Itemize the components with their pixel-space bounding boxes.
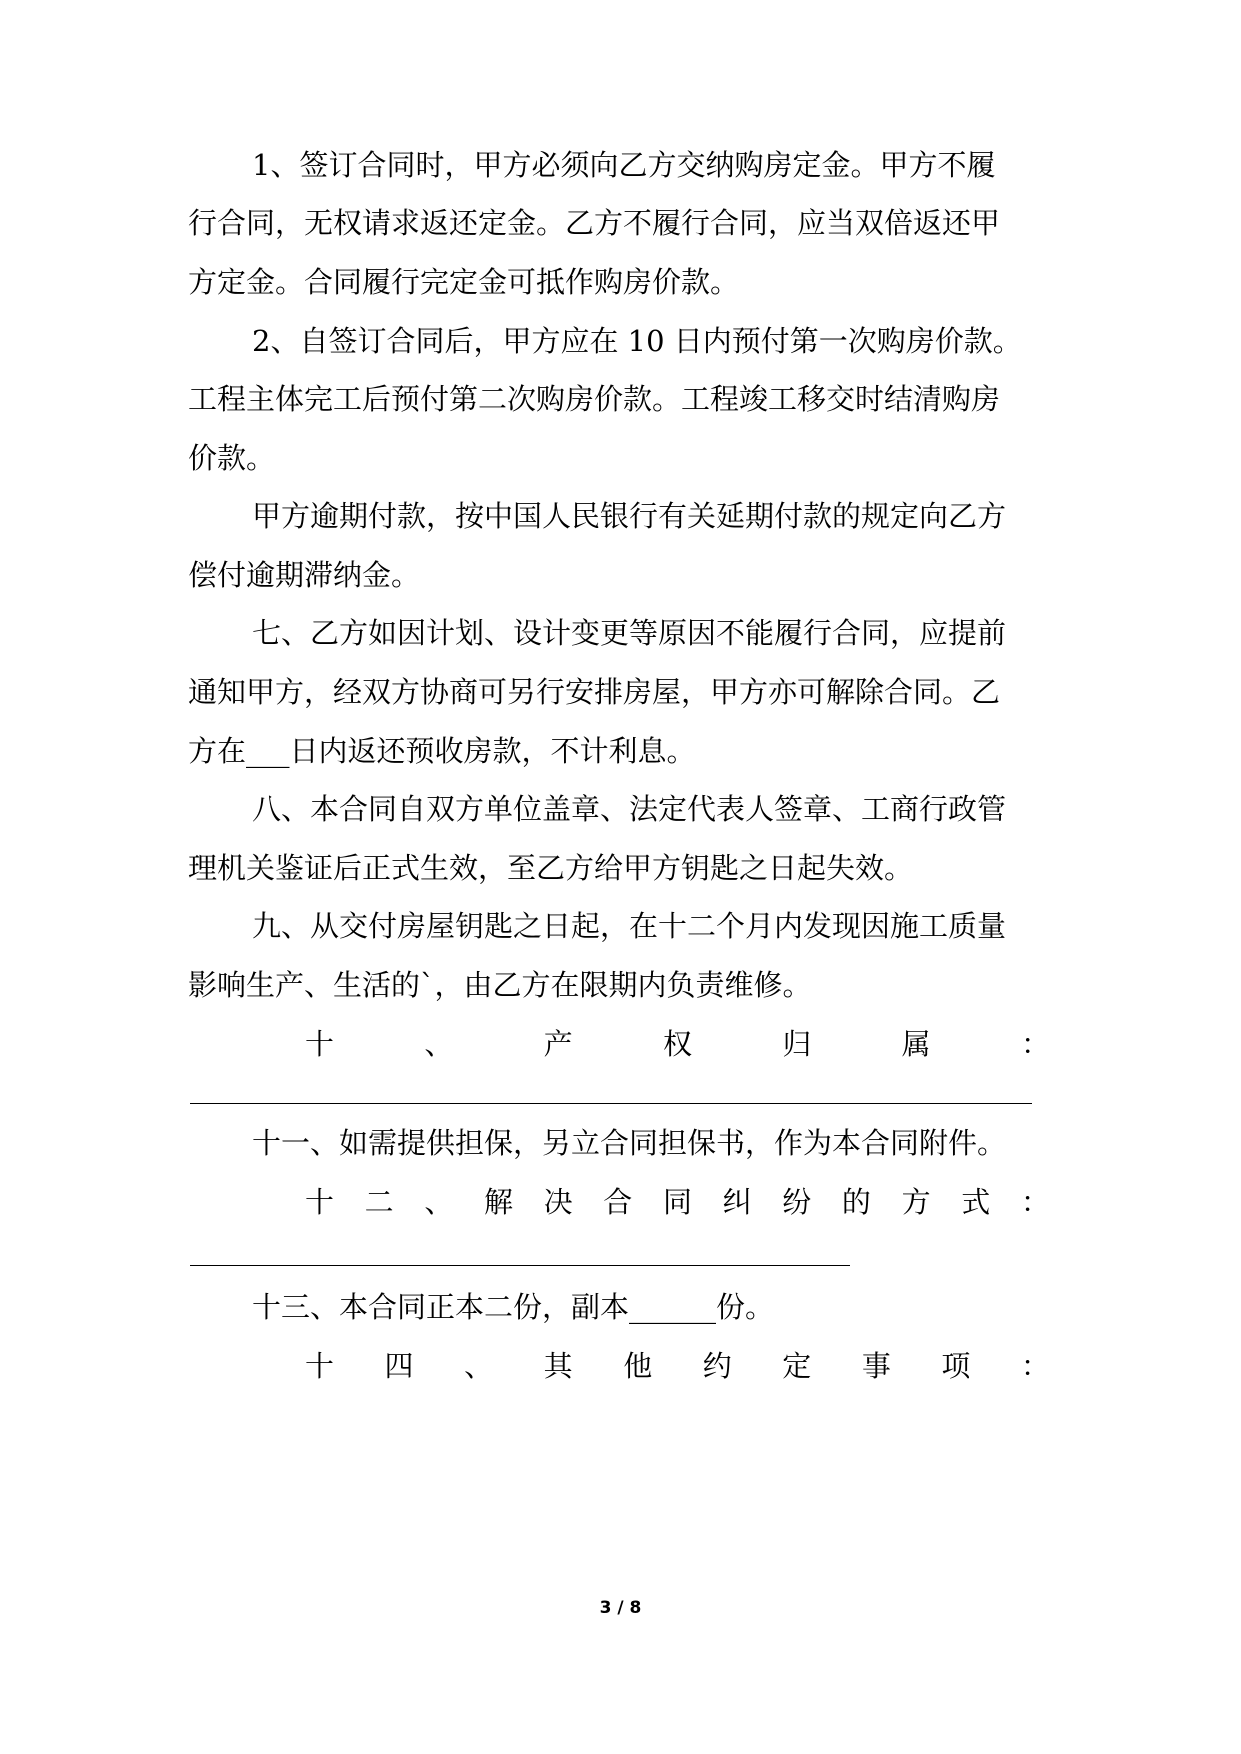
- heading-char: 解: [483, 1185, 513, 1219]
- text-line: 理机关鉴证后正式生效，至乙方给甲方钥匙之日起失效。: [188, 851, 914, 885]
- heading-char: 属: [901, 1027, 931, 1061]
- heading-char: 二: [364, 1185, 394, 1219]
- heading-char: ：: [1020, 1027, 1050, 1061]
- heading-char: 权: [662, 1027, 692, 1061]
- spread-heading: [305, 1343, 1050, 1389]
- text-line: 七、乙方如因计划、设计变更等原因不能履行合同，应提前: [252, 616, 1007, 650]
- heading-char: 十: [305, 1185, 335, 1219]
- spread-heading: [305, 1179, 1050, 1225]
- text-line: 九、从交付房屋钥匙之日起，在十二个月内发现因施工质量: [252, 909, 1007, 943]
- heading-char: 同: [662, 1185, 692, 1219]
- heading-char: 他: [623, 1349, 653, 1383]
- text-line: 影响生产、生活的`，由乙方在限期内负责维修。: [188, 968, 812, 1002]
- heading-char: 定: [782, 1349, 812, 1383]
- heading-char: 纠: [722, 1185, 752, 1219]
- text-line: 方定金。合同履行完定金可抵作购房价款。: [188, 265, 740, 299]
- text-line: 十三、本合同正本二份，副本______份。: [252, 1290, 775, 1324]
- heading-char: 方: [901, 1185, 931, 1219]
- fill-in-rule: [190, 1265, 850, 1266]
- text-line: 价款。: [188, 441, 276, 475]
- heading-char: 约: [702, 1349, 732, 1383]
- page-number: 3 / 8: [599, 1598, 642, 1618]
- heading-char: 归: [782, 1027, 812, 1061]
- heading-char: 、: [424, 1185, 454, 1219]
- text-line: 十一、如需提供担保，另立合同担保书，作为本合同附件。: [252, 1126, 1007, 1160]
- text-line: 行合同，无权请求返还定金。乙方不履行合同，应当双倍返还甲: [188, 206, 1001, 240]
- text-line: 通知甲方，经双方协商可另行安排房屋，甲方亦可解除合同。乙: [188, 675, 1001, 709]
- heading-char: 、: [464, 1349, 494, 1383]
- heading-char: 产: [543, 1027, 573, 1061]
- text-line: 方在___日内返还预收房款，不计利息。: [188, 734, 696, 768]
- heading-char: 十: [305, 1349, 335, 1383]
- heading-char: 决: [543, 1185, 573, 1219]
- fill-in-rule: [190, 1103, 1032, 1104]
- text-line: 偿付逾期滞纳金。: [188, 558, 421, 592]
- heading-char: 项: [941, 1349, 971, 1383]
- heading-char: 合: [603, 1185, 633, 1219]
- text-line: 工程主体完工后预付第二次购房价款。工程竣工移交时结清购房: [188, 382, 1001, 416]
- heading-char: 、: [424, 1027, 454, 1061]
- heading-char: ：: [1020, 1349, 1050, 1383]
- text-line: 1、签订合同时，甲方必须向乙方交纳购房定金。甲方不履: [252, 148, 996, 182]
- heading-char: 的: [841, 1185, 871, 1219]
- heading-char: 十: [305, 1027, 335, 1061]
- heading-char: 纷: [782, 1185, 812, 1219]
- heading-char: ：: [1020, 1185, 1050, 1219]
- text-line: 八、本合同自双方单位盖章、法定代表人签章、工商行政管: [252, 792, 1007, 826]
- heading-char: 事: [861, 1349, 891, 1383]
- spread-heading: [305, 1021, 1050, 1067]
- text-line: 2、自签订合同后，甲方应在 10 日内预付第一次购房价款。: [252, 324, 1022, 358]
- text-line: 甲方逾期付款，按中国人民银行有关延期付款的规定向乙方: [252, 499, 1007, 533]
- heading-char: 式: [961, 1185, 991, 1219]
- heading-char: 其: [543, 1349, 573, 1383]
- heading-char: 四: [384, 1349, 414, 1383]
